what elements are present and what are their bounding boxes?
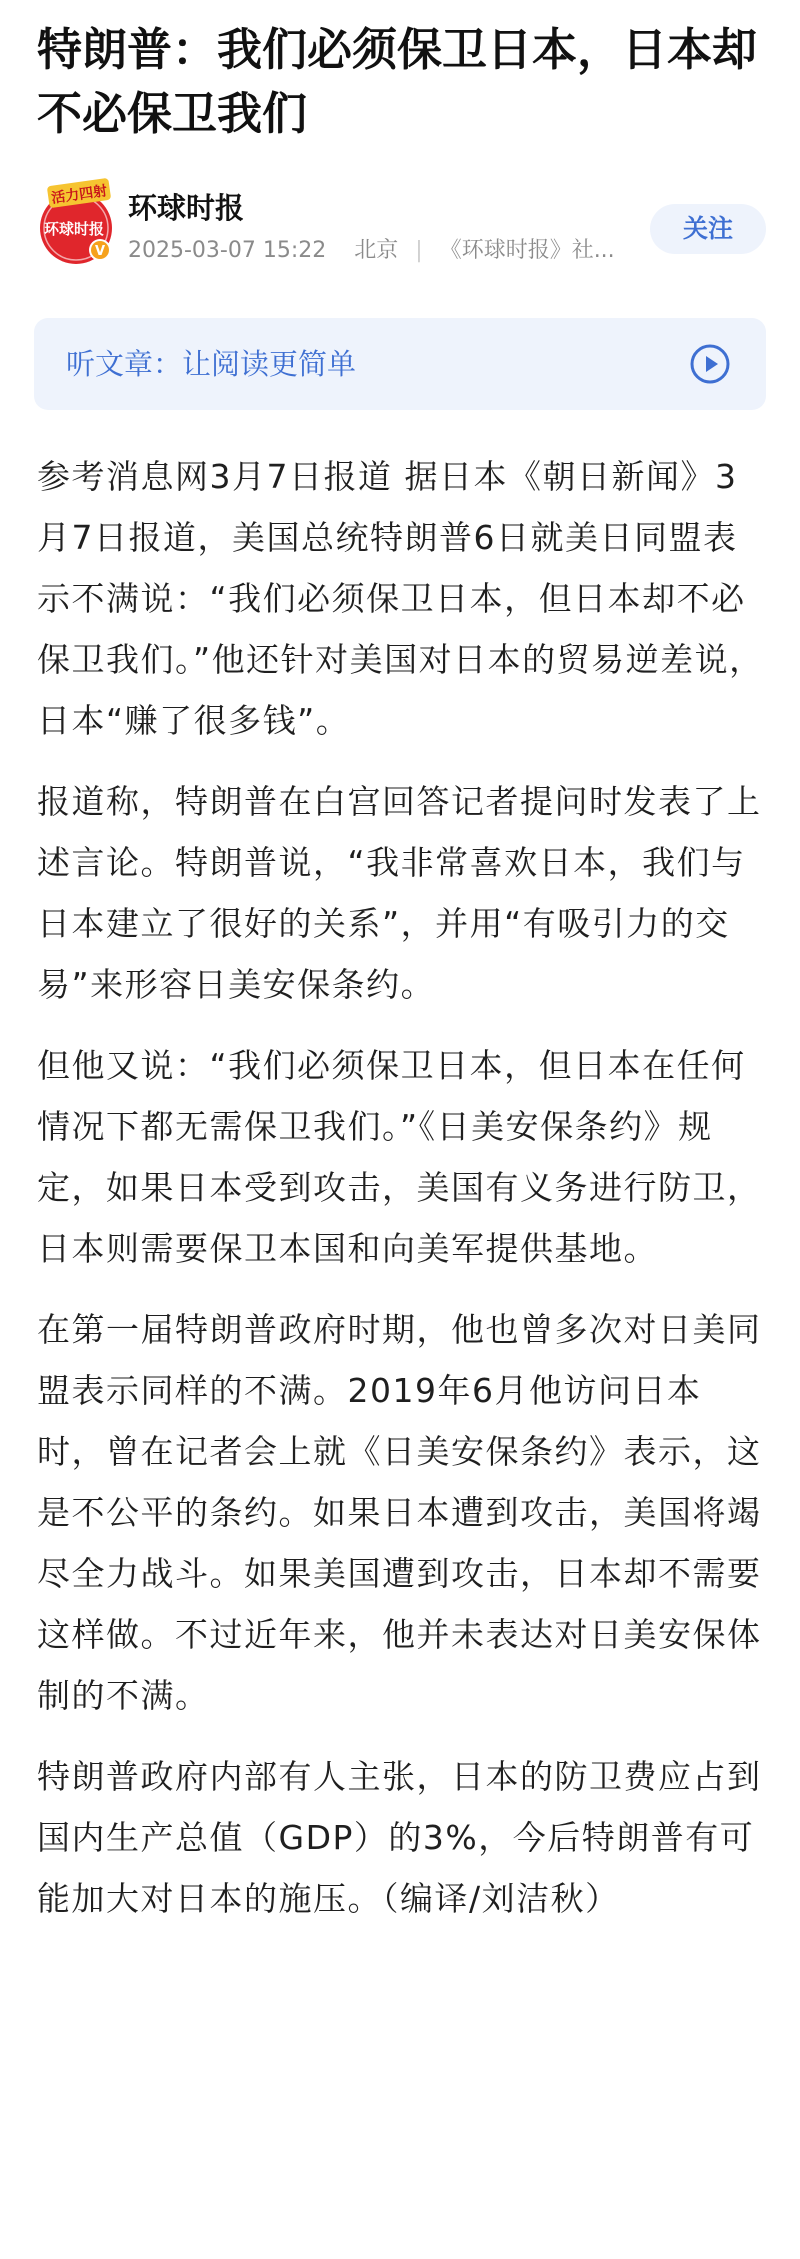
article-title: 特朗普：我们必须保卫日本，日本却不必保卫我们	[37, 23, 758, 140]
listen-article-bar[interactable]	[34, 318, 766, 410]
publish-location: 北京	[354, 238, 399, 263]
author-avatar[interactable]	[34, 178, 122, 270]
publish-source: 《环球时报》社...	[439, 238, 615, 263]
article-paragraph: 特朗普政府内部有人主张，日本的防卫费应占到国内生产总值（GDP）的3%，今后特朗普有可能加大对日本的施压。（编译/刘洁秋）	[37, 1757, 762, 1918]
avatar-text-top: 活力四射	[50, 183, 109, 207]
article-paragraph: 参考消息网3月7日报道 据日本《朝日新闻》3月7日报道，美国总统特朗普6日就美日同盟表示不满说：“我们必须保卫日本，但日本却不必保卫我们。”他还针对美国对日本的贸易逆差说，日本“赚了很多钱”。	[37, 457, 764, 740]
follow-button[interactable]: 关注	[650, 204, 766, 254]
article-paragraph: 在第一届特朗普政府时期，他也曾多次对日美同盟表示同样的不满。2019年6月他访问日本时，曾在记者会上就《日美安保条约》表示，这是不公平的条约。如果日本遭到攻击，美国将竭尽全力战斗。如果美国遭到攻击，日本却不需要这样做。不过近年来，他并未表达对日美安保体制的不满。	[37, 1310, 762, 1715]
article-paragraph: 但他又说：“我们必须保卫日本，但日本在任何情况下都无需保卫我们。”《日美安保条约》规定，如果日本受到攻击，美国有义务进行防卫，日本则需要保卫本国和向美军提供基地。	[37, 1046, 762, 1268]
avatar-text-mid: 环球时报	[43, 220, 105, 238]
article-body	[37, 446, 765, 1949]
publish-datetime: 2025-03-07 15:22	[128, 238, 327, 263]
author-name[interactable]: 环球时报	[128, 191, 245, 225]
author-row	[34, 178, 766, 274]
play-circle-icon[interactable]	[688, 342, 732, 386]
article-paragraph: 报道称，特朗普在白宫回答记者提问时发表了上述言论。特朗普说，“我非常喜欢日本，我们与日本建立了很好的关系”，并用“有吸引力的交易”来形容日美安保条约。	[37, 782, 762, 1004]
avatar-logo-icon	[34, 178, 122, 270]
read-more-fade	[0, 2110, 800, 2259]
meta-divider: |	[415, 238, 423, 263]
avatar-verified-badge: V	[94, 244, 106, 259]
author-meta	[128, 236, 615, 266]
listen-article-label: 听文章：让阅读更简单	[66, 347, 357, 381]
